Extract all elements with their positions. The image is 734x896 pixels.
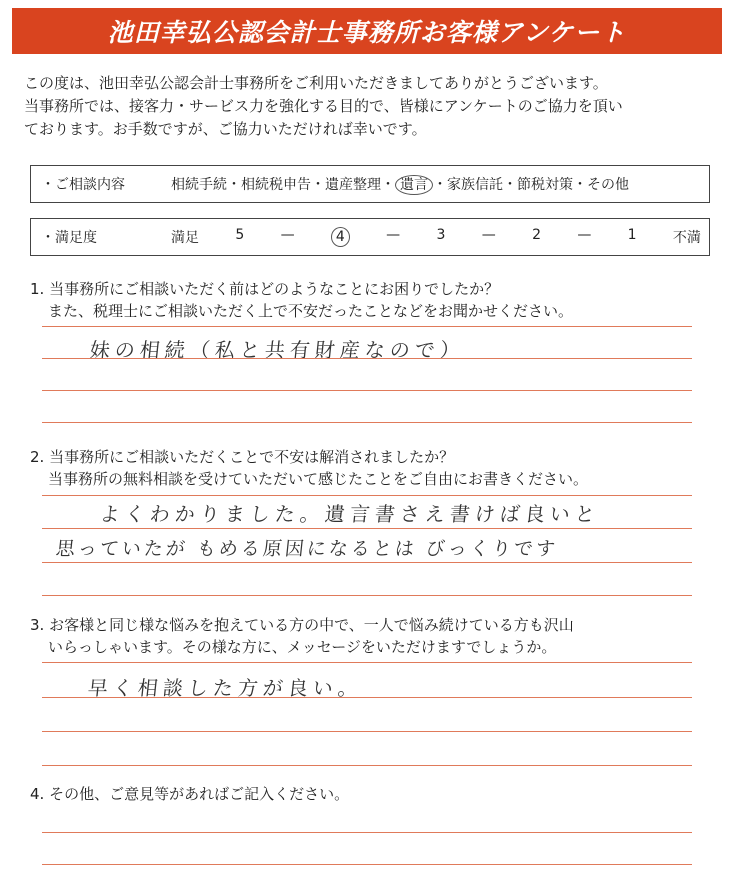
handwritten-answer: よくわかりました。遺言書さえ書けば良いと bbox=[98, 502, 602, 526]
handwritten-answer: 早く相談した方が良い。 bbox=[86, 676, 365, 700]
satisfaction-box bbox=[30, 218, 710, 256]
consultation-options bbox=[171, 174, 629, 195]
consultation-selected-option[interactable]: 遺言 bbox=[395, 175, 433, 195]
intro-line: この度は、池田幸弘公認会計士事務所をご利用いただきましてありがとうございます。 bbox=[24, 74, 608, 92]
answer-line[interactable] bbox=[42, 765, 692, 766]
question-text: 3. お客様と同じ様な悩みを抱えている方の中で、一人で悩み続けている方も沢山 bbox=[30, 616, 574, 634]
answer-line[interactable] bbox=[42, 595, 692, 596]
answer-line[interactable] bbox=[42, 358, 692, 359]
question-3 bbox=[30, 614, 574, 658]
question-text: また、税理士にご相談いただく上で不安だったことなどをお聞かせください。 bbox=[48, 302, 574, 320]
scale-item[interactable]: 1 bbox=[627, 227, 637, 243]
scale-item[interactable]: 5 bbox=[235, 227, 245, 243]
answer-line[interactable] bbox=[42, 731, 692, 732]
answer-line[interactable] bbox=[42, 697, 692, 698]
scale-item[interactable]: 2 bbox=[532, 227, 541, 243]
scale-item: — bbox=[280, 227, 295, 243]
question-text: 2. 当事務所にご相談いただくことで不安は解消されましたか？ bbox=[30, 448, 455, 466]
question-1 bbox=[30, 278, 573, 322]
consultation-label: ・ご相談内容 bbox=[41, 177, 125, 193]
question-text: いらっしゃいます。その様な方に、メッセージをいただけますでしょうか。 bbox=[48, 638, 557, 656]
consultation-box bbox=[30, 165, 710, 203]
intro-text bbox=[24, 72, 714, 141]
scale-item: — bbox=[481, 227, 496, 243]
answer-line[interactable] bbox=[42, 562, 692, 563]
answer-line[interactable] bbox=[42, 864, 692, 865]
consultation-options-before: 相続手続・相続税申告・遺産整理・ bbox=[171, 176, 395, 193]
question-text: 4. その他、ご意見等があればご記入ください。 bbox=[30, 785, 350, 803]
answer-line[interactable] bbox=[42, 422, 692, 423]
question-text: 1. 当事務所にご相談いただく前はどのようなことにお困りでしたか？ bbox=[30, 280, 500, 298]
answer-line[interactable] bbox=[42, 662, 692, 663]
intro-line: 当事務所では、接客力・サービス力を強化する目的で、皆様にアンケートのご協力を頂い bbox=[24, 97, 623, 115]
answer-line[interactable] bbox=[42, 528, 692, 529]
handwritten-answer: 妹の相続（私と共有財産なので） bbox=[88, 338, 467, 362]
answer-line[interactable] bbox=[42, 390, 692, 391]
consultation-options-after: ・家族信託・節税対策・その他 bbox=[433, 176, 629, 193]
question-2 bbox=[30, 446, 588, 490]
scale-item-selected[interactable]: 4 bbox=[331, 227, 350, 247]
satisfaction-scale bbox=[171, 227, 701, 247]
intro-line: ております。お手数ですが、ご協力いただければ幸いです。 bbox=[24, 120, 427, 138]
question-4 bbox=[30, 783, 349, 805]
satisfaction-label: ・満足度 bbox=[41, 230, 97, 246]
scale-item: — bbox=[577, 227, 592, 243]
scale-item: 満足 bbox=[171, 230, 199, 246]
handwritten-answer: 思っていたが もめる原因になるとは びっくりです bbox=[54, 538, 560, 560]
question-text: 当事務所の無料相談を受けていただいて感じたことをご自由にお書きください。 bbox=[48, 470, 589, 488]
answer-line[interactable] bbox=[42, 495, 692, 496]
scale-item: — bbox=[386, 227, 401, 243]
survey-title: 池田幸弘公認会計士事務所お客様アンケート bbox=[12, 8, 722, 54]
answer-line[interactable] bbox=[42, 326, 692, 327]
answer-line[interactable] bbox=[42, 832, 692, 833]
scale-item: 不満 bbox=[672, 230, 701, 246]
scale-item[interactable]: 3 bbox=[436, 227, 446, 243]
